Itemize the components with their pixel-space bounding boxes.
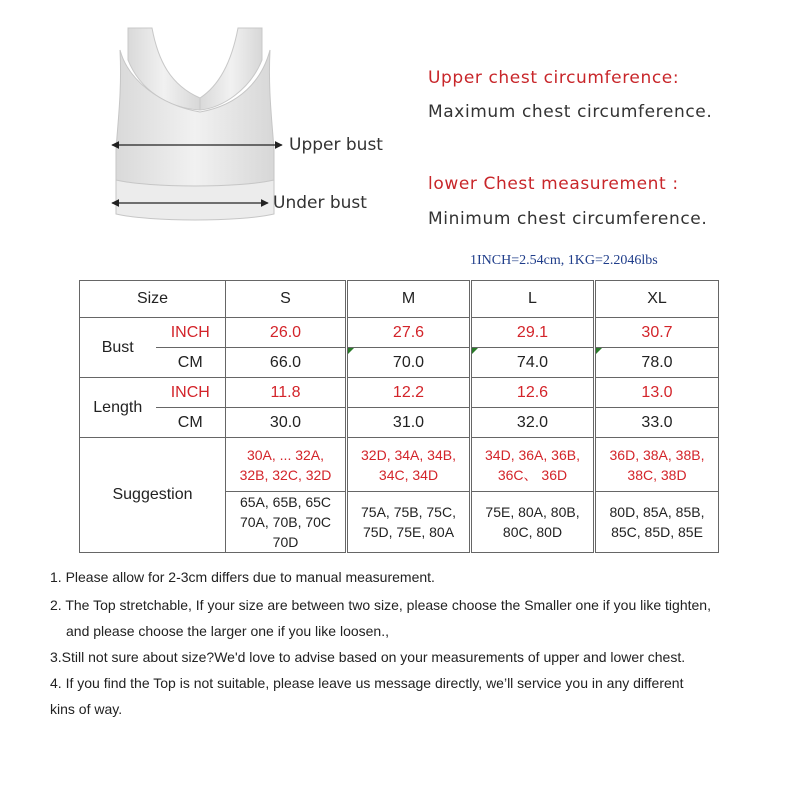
length-cm-m: 31.0 (347, 408, 471, 438)
suggestion-line: 70D (272, 534, 299, 550)
note-contact-continued: kins of way. (50, 701, 123, 717)
suggestion-black-l (471, 492, 595, 553)
suggestion-line: 70A, 70B, 70C (239, 514, 332, 530)
table-row (80, 438, 719, 492)
note-size-advice: 3.Still not sure about size?We'd love to advise based on your measurements of upper and lower chest. (50, 649, 686, 665)
length-cm-l: 32.0 (471, 408, 595, 438)
under-bust-label: Under bust (273, 193, 367, 213)
table-row (80, 318, 719, 348)
bust-inch-m: 27.6 (347, 318, 471, 348)
bust-inch-s: 26.0 (226, 318, 347, 348)
suggestion-line: 34D, 36A, 36B, (485, 446, 580, 463)
bust-cm-l-cell (471, 348, 595, 378)
upper-chest-heading: Upper chest circumference: (428, 68, 680, 88)
suggestion-line: 80D, 85A, 85B, (609, 504, 705, 520)
bust-inch-l: 29.1 (471, 318, 595, 348)
bust-label: Bust (101, 338, 134, 356)
suggestion-red-s (226, 438, 347, 492)
bust-label-cell (80, 318, 156, 378)
length-inch-unit: INCH (156, 378, 226, 408)
length-cm-xl: 33.0 (595, 408, 719, 438)
suggestion-black-xl (595, 492, 719, 553)
size-m-header: M (347, 281, 471, 318)
bust-cm-xl: 78.0 (641, 353, 673, 371)
lower-chest-description: Minimum chest circumference. (428, 209, 708, 229)
bust-inch-xl: 30.7 (595, 318, 719, 348)
bust-cm-s: 66.0 (226, 348, 347, 378)
suggestion-line: 36D, 38A, 38B, (609, 446, 705, 463)
suggestion-label: Suggestion (80, 438, 226, 553)
suggestion-line: 75E, 80A, 80B, (485, 504, 580, 520)
length-cm-s: 30.0 (226, 408, 347, 438)
length-inch-xl: 13.0 (595, 378, 719, 408)
note-manual-measurement: 1. Please allow for 2-3cm differs due to manual measurement. (50, 569, 435, 585)
suggestion-line: 80C, 80D (502, 524, 563, 540)
under-band (116, 180, 274, 220)
cell-corner-mark (472, 348, 478, 354)
size-l-header: L (471, 281, 595, 318)
size-s-header: S (226, 281, 347, 318)
cell-corner-mark (348, 348, 354, 354)
suggestion-line: 65A, 65B, 65C (239, 494, 332, 510)
length-label: Length (93, 398, 143, 416)
suggestion-black-m (347, 492, 471, 553)
suggestion-red-l (471, 438, 595, 492)
note-contact: 4. If you find the Top is not suitable, please leave us message directly, we’ll service you in any different (50, 675, 684, 691)
note-stretchable-continued: and please choose the larger one if you like loosen., (66, 623, 389, 639)
suggestion-red-xl (595, 438, 719, 492)
table-row (80, 378, 719, 408)
suggestion-line: 75A, 75B, 75C, (361, 504, 456, 520)
size-xl-header: XL (595, 281, 719, 318)
suggestion-line: 32D, 34A, 34B, (361, 446, 456, 463)
suggestion-line: 30A, ... 32A, (246, 446, 325, 463)
length-inch-l: 12.6 (471, 378, 595, 408)
table-header-row (80, 281, 719, 318)
suggestion-line: 34C, 34D (378, 466, 439, 483)
cell-corner-mark (596, 348, 602, 354)
suggestion-line: 32B, 32C, 32D (239, 466, 332, 483)
bust-inch-unit: INCH (156, 318, 226, 348)
suggestion-red-m (347, 438, 471, 492)
length-inch-m: 12.2 (347, 378, 471, 408)
length-inch-s: 11.8 (226, 378, 347, 408)
suggestion-line: 36C、 36D (497, 466, 568, 483)
bust-cm-m-cell (347, 348, 471, 378)
note-stretchable: 2. The Top stretchable, If your size are between two size, please choose the Smaller one if you like tighten, (50, 597, 711, 613)
length-cm-unit: CM (156, 408, 226, 438)
unit-conversion-note: 1INCH=2.54cm, 1KG=2.2046lbs (470, 253, 658, 268)
table-row (80, 408, 719, 438)
size-header-cell: Size (80, 281, 226, 318)
upper-bust-label: Upper bust (289, 135, 383, 155)
upper-chest-description: Maximum chest circumference. (428, 102, 713, 122)
bust-cm-l: 74.0 (516, 353, 549, 371)
size-chart-table (79, 280, 719, 553)
lower-chest-heading: lower Chest measurement : (428, 174, 679, 194)
suggestion-black-s (226, 492, 347, 553)
bust-cm-xl-cell (595, 348, 719, 378)
length-label-cell (80, 378, 156, 438)
bust-cm-m: 70.0 (392, 353, 425, 371)
suggestion-line: 38C, 38D (627, 466, 687, 483)
suggestion-line: 75D, 75E, 80A (362, 524, 455, 540)
bust-cm-unit: CM (156, 348, 226, 378)
suggestion-line: 85C, 85D, 85E (611, 524, 703, 540)
table-row (80, 348, 719, 378)
